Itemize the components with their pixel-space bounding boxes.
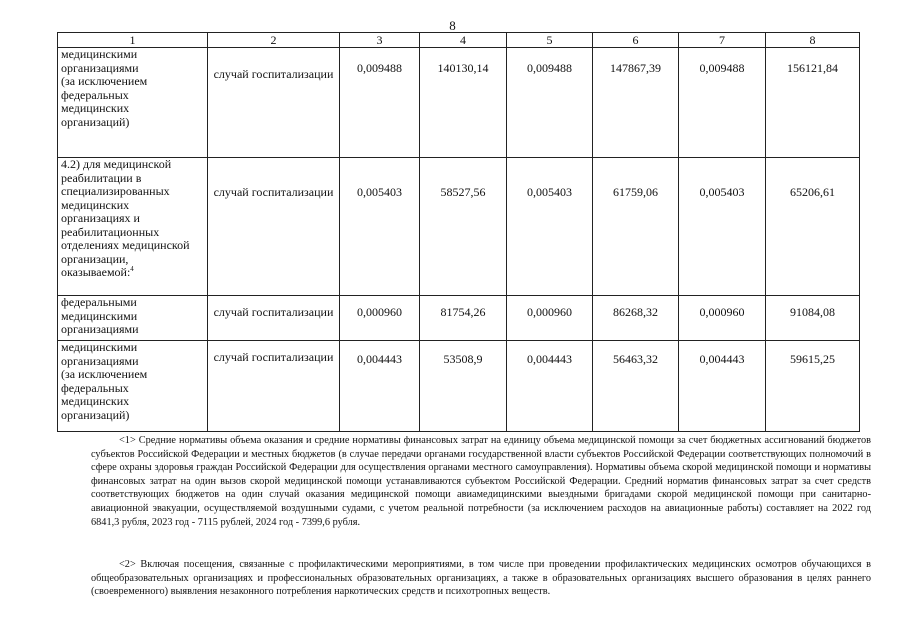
value-cell: 147867,39	[593, 48, 679, 158]
column-header: 7	[679, 33, 766, 48]
value-cell: 0,004443	[340, 341, 420, 432]
column-header: 1	[58, 33, 208, 48]
footnote-marker: 4	[130, 265, 134, 273]
value-cell: 58527,56	[420, 158, 507, 296]
row-name-line: реабилитации в	[61, 170, 142, 185]
footnote-text: <1> Средние нормативы объема оказания и средние нормативы финансовых затрат на единицу объема медицинской помощи за счет бюджетных ассигнований бюджетов субъектов Российской Федерации и местных бюджетов (в случае передачи органами государственной власти субъектов Российской Федерации соответствующих полномочий в сфере охраны здоровья граждан Российской Федерации для осуществления органами местного самоуправления). Нормативы объема скорой медицинской помощи и нормативы финансовых затрат на один вызов скорой медицинской помощи устанавливаются субъектом Российской Федерации. Средний норматив финансовых затрат за счет средств соответствующих бюджетов на один случай оказания медицинской помощи авиамедицинскими выездными бригадами скорой медицинской помощи при санитарно-авиационной эвакуации, осуществляемой воздушными судами, с учетом реальной потребности (за исключением расходов на авиационные работы) составляет на 2022 год 6841,3 рубля, 2023 год - 7115 рублей, 2024 год - 7399,6 рубля.	[91, 435, 871, 528]
row-name-line: реабилитационных	[61, 224, 160, 239]
row-name-line: медицинских	[61, 197, 130, 212]
value-cell: 0,004443	[679, 341, 766, 432]
value-cell: 140130,14	[420, 48, 507, 158]
table-header-row	[58, 33, 860, 48]
column-header: 8	[766, 33, 860, 48]
table-row	[58, 158, 860, 296]
row-name-line: федеральных	[61, 87, 129, 102]
row-name-line: организациях и	[61, 211, 140, 225]
value-cell: 0,000960	[340, 296, 420, 341]
value-cell: 61759,06	[593, 158, 679, 296]
row-name-line: отделениях медицинской	[61, 238, 190, 252]
value-cell: 156121,84	[766, 48, 860, 158]
value-cell: 53508,9	[420, 341, 507, 432]
value-cell: 0,000960	[507, 296, 593, 341]
column-header: 6	[593, 33, 679, 48]
row-name-line: организациями	[61, 60, 139, 75]
row-name-cell	[58, 158, 208, 296]
row-name-line: организациями	[61, 322, 139, 336]
row-name-line	[61, 266, 205, 280]
unit-cell: случай госпитализации	[208, 158, 340, 296]
value-cell: 86268,32	[593, 296, 679, 341]
value-cell: 0,009488	[679, 48, 766, 158]
value-cell: 0,004443	[507, 341, 593, 432]
value-cell: 81754,26	[420, 296, 507, 341]
norms-table	[57, 32, 860, 432]
footnote-2	[91, 558, 871, 599]
value-cell: 91084,08	[766, 296, 860, 341]
row-name-text: оказываемой:	[61, 265, 131, 279]
value-cell: 56463,32	[593, 341, 679, 432]
row-name-line: специализированных	[61, 184, 170, 198]
value-cell: 0,005403	[340, 158, 420, 296]
footnote-1	[91, 434, 871, 529]
row-name-cell	[58, 48, 208, 158]
row-name-line: медицинскими	[61, 47, 138, 61]
table-row	[58, 48, 860, 158]
row-name-cell	[58, 296, 208, 341]
column-header: 5	[507, 33, 593, 48]
row-name-line: федеральных	[61, 380, 129, 395]
value-cell: 0,005403	[679, 158, 766, 296]
row-name-line: федеральными	[61, 295, 137, 309]
row-name-line: (за исключением	[61, 367, 148, 381]
table-row	[58, 341, 860, 432]
footnote-text: <2> Включая посещения, связанные с профилактическими мероприятиями, в том числе при проведении профилактических медицинских осмотров обучающихся в общеобразовательных организациях и профессиональных образовательных организациях, а также в образовательных организациях высшего образования в целях раннего (своевременного) выявления незаконного потребления наркотических средств и психотропных веществ.	[91, 559, 871, 598]
row-name-line: организациями	[61, 353, 139, 368]
row-name-line: организаций)	[61, 407, 130, 422]
column-header: 3	[340, 33, 420, 48]
value-cell: 0,005403	[507, 158, 593, 296]
unit-cell: случай госпитализации	[208, 48, 340, 158]
page-number: 8	[449, 18, 456, 33]
column-header: 4	[420, 33, 507, 48]
column-header: 2	[208, 33, 340, 48]
row-name-line: медицинскими	[61, 308, 138, 323]
row-name-line: 4.2) для медицинской	[61, 157, 172, 171]
unit-cell: случай госпитализации	[208, 296, 340, 341]
value-cell: 0,009488	[507, 48, 593, 158]
value-cell: 0,009488	[340, 48, 420, 158]
value-cell: 0,000960	[679, 296, 766, 341]
row-name-line: организации,	[61, 251, 129, 266]
value-cell: 65206,61	[766, 158, 860, 296]
unit-cell: случай госпитализации	[208, 341, 340, 432]
row-name-line: медицинских	[61, 101, 130, 115]
value-cell: 59615,25	[766, 341, 860, 432]
table-row	[58, 296, 860, 341]
row-name-line: организаций)	[61, 114, 130, 129]
row-name-line: медицинских	[61, 394, 130, 408]
row-name-line: (за исключением	[61, 74, 148, 88]
row-name-cell	[58, 341, 208, 432]
row-name-line: медицинскими	[61, 340, 138, 354]
